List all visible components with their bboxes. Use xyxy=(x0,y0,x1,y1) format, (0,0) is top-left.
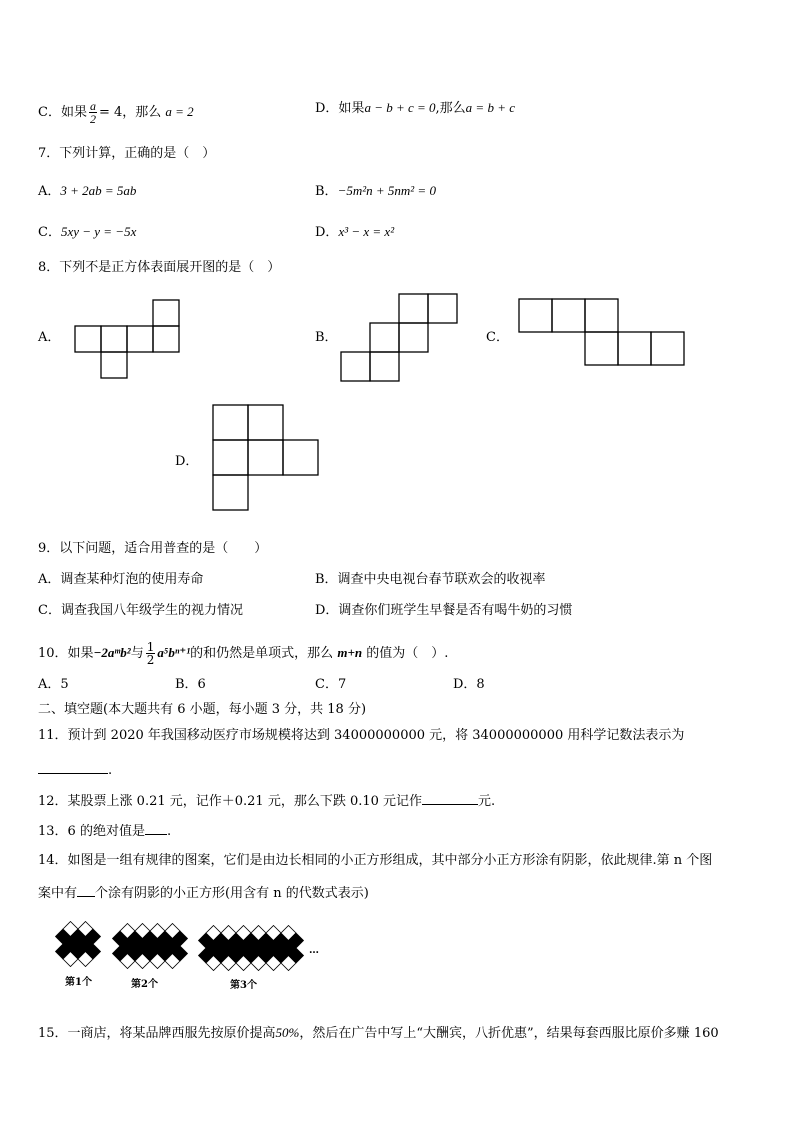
q11-text: 11．预计到 2020 年我国移动医疗市场规模将达到 34000000000 元，将 34000000000 用科学记数法表示为 xyxy=(38,728,685,743)
pattern-caption-2: 第2个 xyxy=(131,979,158,990)
q14-pattern-figure xyxy=(56,922,304,971)
q10-option-d: D．8 xyxy=(453,677,485,692)
net-c xyxy=(519,299,684,365)
fraction: $\frac{1}{2}$ xyxy=(146,640,155,667)
q9-option-a: A．调查某种灯泡的使用寿命 xyxy=(38,572,204,587)
fraction: $\frac{a}{2}$ xyxy=(89,99,96,126)
net-b xyxy=(341,294,457,381)
q9-stem: 9．以下问题，适合用普查的是（ ） xyxy=(38,541,268,556)
pattern-ellipsis: … xyxy=(309,945,319,956)
net-d xyxy=(213,405,318,510)
pattern-caption-3: 第3个 xyxy=(230,980,257,991)
q8-label-b: B． xyxy=(315,330,338,345)
q8-label-d: D． xyxy=(175,454,199,469)
q8-label-c: C． xyxy=(486,330,509,345)
q10-stem: 10．如果−2aᵐb²与 $\frac{1}{2}$ a⁵bⁿ⁺¹的和仍然是单项式，那么 m+n 的值为（ ）. xyxy=(38,640,449,667)
q7-stem: 7．下列计算，正确的是（ ） xyxy=(38,146,216,161)
q12-text: 12．某股票上涨 0.21 元，记作＋0.21 元，那么下跌 0.10 元记作 元. xyxy=(38,794,496,809)
q7-option-b: B．−5m²n + 5nm² = 0 xyxy=(315,183,436,199)
q13-text: 13．6 的绝对值是 . xyxy=(38,824,172,839)
q6-option-c: C．如果 $\frac{a}{2}$ = 4，那么 a = 2 xyxy=(38,99,194,126)
q7-option-c: C．5xy − y = −5x xyxy=(38,224,137,240)
q10-option-c: C．7 xyxy=(315,677,347,692)
q8-label-a: A． xyxy=(38,330,61,345)
section-heading: 二、填空题(本大题共有 6 小题，每小题 3 分，共 18 分) xyxy=(38,702,367,717)
q10-option-a: A．5 xyxy=(38,677,69,692)
q7-option-d: D．x³ − x = x² xyxy=(315,224,395,240)
net-a xyxy=(75,300,179,378)
q14-line1: 14．如图是一组有规律的图案，它们是由边长相同的小正方形组成，其中部分小正方形涂有阴影，依此规律.第 n 个图 xyxy=(38,853,713,868)
q10-option-b: B．6 xyxy=(175,677,206,692)
q6-option-d: D．如果a − b + c = 0,那么a = b + c xyxy=(315,100,515,116)
pattern-caption-1: 第1个 xyxy=(65,977,92,988)
q9-option-c: C．调查我国八年级学生的视力情况 xyxy=(38,603,243,618)
q9-option-d: D．调查你们班学生早餐是否有喝牛奶的习惯 xyxy=(315,603,573,618)
q11-answer-line: . xyxy=(38,761,112,779)
q8-stem: 8．下列不是正方体表面展开图的是（ ） xyxy=(38,260,281,275)
q9-option-b: B．调查中央电视台春节联欢会的收视率 xyxy=(315,572,546,587)
q15-text: 15．一商店，将某品牌西服先按原价提高50%，然后在广告中写上“大酬宾，八折优惠”，结果每套西服比原价多赚 160 xyxy=(38,1025,719,1041)
q7-option-a: A．3 + 2ab = 5ab xyxy=(38,183,137,199)
q14-line2: 案中有 个涂有阴影的小正方形(用含有 n 的代数式表示) xyxy=(38,886,369,901)
